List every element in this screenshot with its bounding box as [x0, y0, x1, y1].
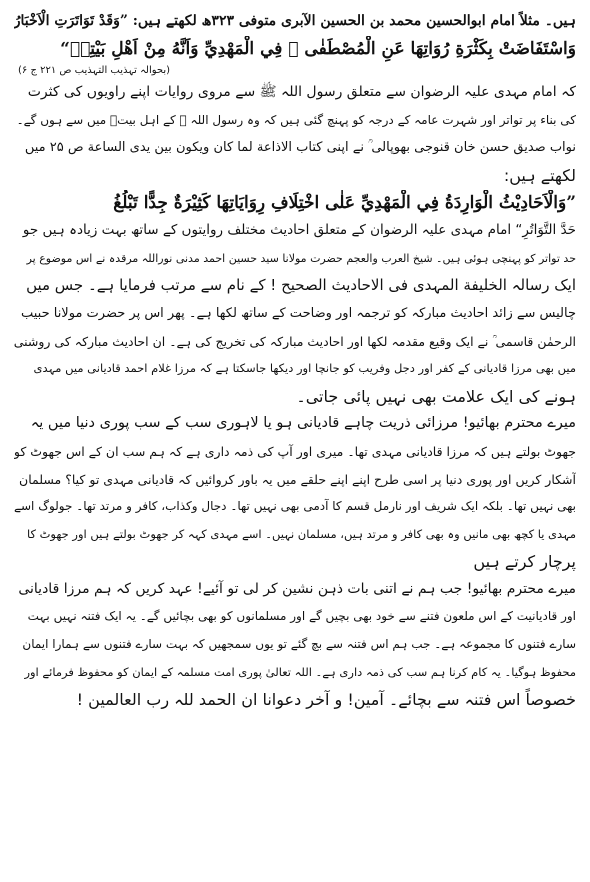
text-line: ہونے کی ایک علامت بھی نہیں پائی جاتی۔	[296, 386, 576, 406]
text-line: کی بناء پر تواتر اور شہرت عامہ کے درجہ کو پہنچ گئی ہیں کہ وہ رسول اللہ ﷺ کے اہل بیتؓ میں سے ہوں گے۔	[16, 112, 576, 127]
text-line: چالیس سے زائد احادیث مبارکہ کو ترجمہ اور وضاحت کے ساتھ لکھا ہے۔ پھر اس پر حضرت مولانا حبیب	[20, 305, 576, 321]
text-line: ہیں۔ مثلاً امام ابوالحسین محمد بن الحسین الآبری متوفی ۳۲۳ھ لکھتے ہیں: ”وَقَدْ تَوَاتَرَتِ الْاَخْبَارُ	[14, 13, 576, 29]
text-line: سارے فتنوں کا مجموعہ ہے۔ جب ہم اس فتنہ سے بچ گئے تو یوں سمجھیں کہ بہت سارے فتنوں سے ہمارا ایمان	[22, 637, 576, 652]
text-line: میں بھی مرزا قادیانی کے کفر اور دجل وفریب کو جانچا اور دیکھا جاسکتا ہے کہ مرزا غلام احمد قادیانی میں مہدی	[33, 361, 576, 376]
text-line: میرے محترم بھائیو! مرزائی ذریت چاہے قادیانی ہو یا لاہوری سب کے سب پوری دنیا میں یہ	[30, 415, 576, 432]
arabic-quote-line: ”وَالْاَحَادِيْثُ الْوَارِدَةُ فِي الْمَهْدِيِّ عَلٰى اخْتِلَافِ رِوَايَاتِهَا كَثِيْرَةٌ جِدًّا تَبْلُغُ	[113, 192, 576, 213]
text-line: کہ امام مہدی علیہ الرضوان سے متعلق رسول اللہ ﷺ سے مروی روایات اپنے راویوں کی کثرت	[27, 84, 576, 101]
text-line: آشکار کریں اور پوری دنیا پر اسی طرح اپنے اپنے حلقے میں یہ باور کروائیں کہ قادیانی مہدی تو کیا؟ مسلمان	[19, 471, 576, 487]
text-line: مہدی یا کچھ بھی مانیں وہ بھی کافر و مرتد ہیں، مسلمان نہیں۔ اسے مہدی کہہ کر جھوٹ بولتے ہیں اور جھوٹ کا	[26, 526, 576, 541]
reference-citation: (بحوالہ تہذیب التہذیب ص ۲۲۱ ج ۶)	[18, 65, 171, 77]
text-line: بھی نہیں تھا۔ بلکہ ایک شریف اور نارمل قسم کا آدمی بھی نہیں تھا۔ دجال وکذاب، کافر و مرتد تھا۔ جولوگ اسے	[14, 499, 576, 514]
text-line: لکھتے ہیں:	[503, 165, 576, 185]
text-line: جھوٹ بولتے ہیں کہ مرزا قادیانی مہدی تھا۔ میری اور آپ کی ذمہ داری ہے کہ ہم سب ان کے اس جھوٹ کو	[14, 443, 576, 459]
text-line: اور قادیانیت کے اس ملعون فتنے سے خود بھی بچیں گے اور مسلمانوں کو بھی بچائیں گے۔ یہ ایک فتنہ نہیں بہت	[27, 609, 576, 624]
text-line: ایک رسالہ الخلیفة المہدی فی الاحادیث الصحیح ! کے نام سے مرتب فرمایا ہے۔ جس میں	[26, 276, 576, 295]
text-line: حد تواتر کو پہنچی ہوئی ہیں۔ شیخ العرب والعجم حضرت مولانا سید حسین احمد مدنی نوراللہ مرقدہ نے اس موضوع پر	[26, 251, 576, 265]
text-line: خصوصاً اس فتنہ سے بچائے۔ آمین! و آخر دعوانا ان الحمد للہ رب العالمین !	[76, 690, 576, 710]
arabic-quote-line: وَاسْتَفَاضَتْ بِكَثْرَةِ رُوَاتِهَا عَنِ الْمُصْطَفٰى ﷺ فِي الْمَهْدِيِّ وَاَنَّهُ مِنْ اَهْلِ بَيْتِهٖ“	[60, 38, 576, 59]
text-line: نواب صدیق حسن خان قنوجی بھوپالی ؒ نے اپنی کتاب الاذاعة لما کان ویکون بین یدی الساعة ص ۲۵ میں	[24, 140, 576, 156]
text-line: حَدَّ التَّوَاتُرِ“ امام مہدی علیہ الرضوان کے متعلق احادیث مختلف روایتوں کے ساتھ بہت زیادہ ہیں جو	[22, 222, 576, 239]
text-line: الرحمٰن قاسمی ؒ نے ایک وقیع مقدمہ لکھا اور احادیث مبارکہ کی تخریج کی ہے۔ ان احادیث مبارکہ کی روشنی	[14, 333, 576, 349]
text-line: میرے محترم بھائیو! جب ہم نے اتنی بات ذہن نشین کر لی تو آئیے! عہد کریں کہ ہم مرزا قادیانی	[18, 580, 576, 597]
text-line: محفوظ ہوگیا۔ یہ کام کرنا ہم سب کی ذمہ داری ہے۔ اللہ تعالیٰ پوری امت مسلمہ کے ایمان کو محفوظ فرمائے اور	[24, 664, 576, 679]
text-line: پرچار کرتے ہیں	[473, 552, 576, 572]
